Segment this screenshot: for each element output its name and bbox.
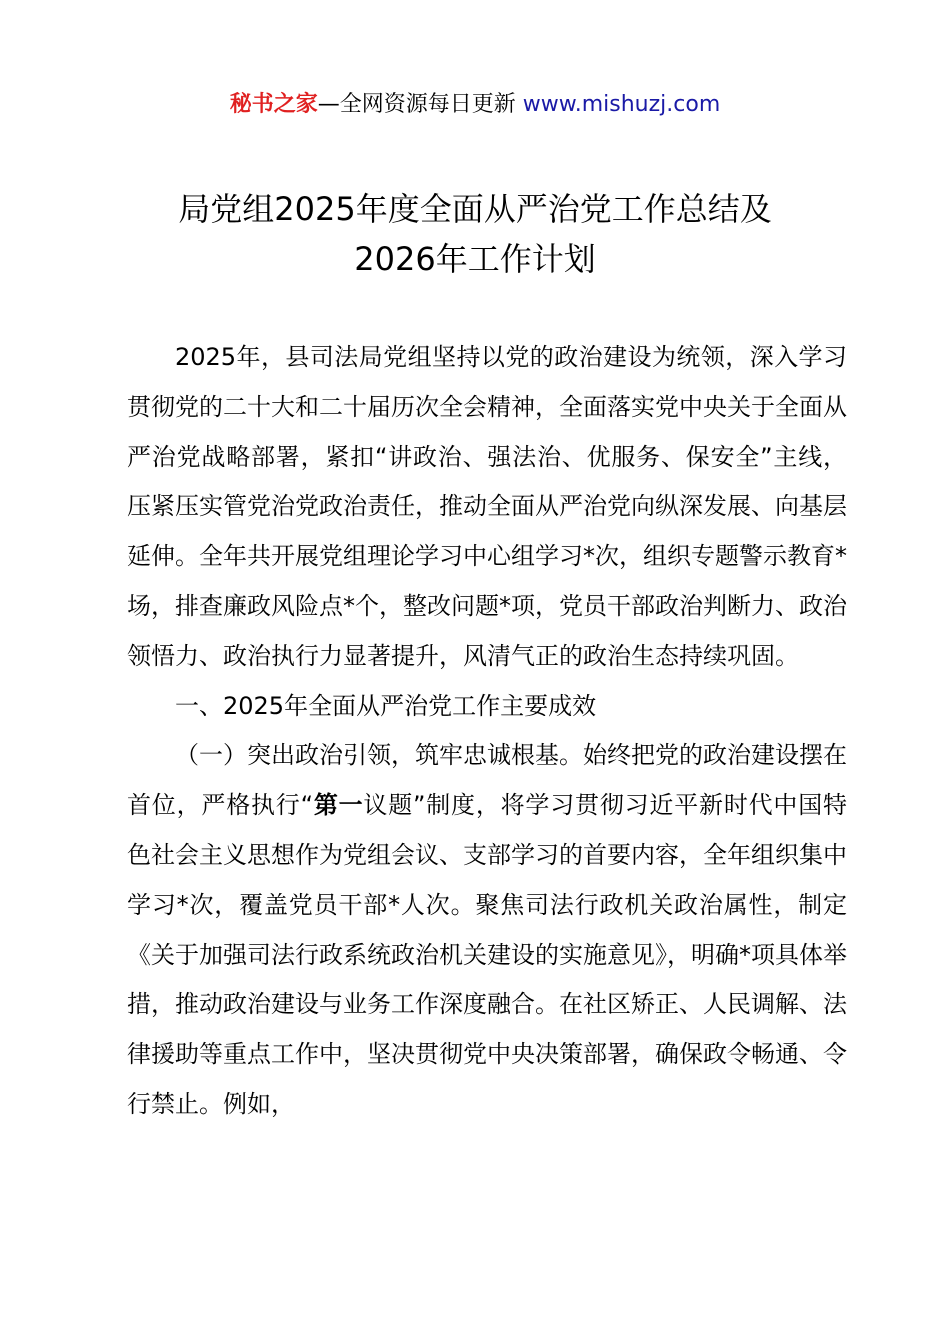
document-body xyxy=(127,333,847,1130)
subsection-text-after: 议题”制度，将学习贯彻习近平新时代中国特色社会主义思想作为党组会议、支部学习的首要内容，全年组织集中学习*次，覆盖党员干部*人次。聚焦司法行政机关政治属性，制定《关于加强司法行政系统政治机关建设的实施意见》，明确*项具体举措，推动政治建设与业务工作深度融合。在社区矫正、人民调解、法律援助等重点工作中，坚决贯彻党中央决策部署，确保政令畅通、令行禁止。例如， xyxy=(127,791,848,1118)
subsection-text-before: （一）突出政治引领，筑牢忠诚根基。始终把党的政治建设摆在首位，严格执行“ xyxy=(127,741,847,820)
document-title xyxy=(0,184,950,284)
banner-tagline: —全网资源每日更新 xyxy=(317,92,523,117)
subsection-paragraph-1 xyxy=(127,731,847,1129)
document-title-line-1: 局党组2025年度全面从严治党工作总结及 xyxy=(178,190,772,228)
section-heading-1: 一、2025年全面从严治党工作主要成效 xyxy=(175,691,597,720)
bold-emphasis: 第一 xyxy=(313,791,364,820)
intro-paragraph: 2025年，县司法局党组坚持以党的政治建设为统领，深入学习贯彻党的二十大和二十届历次全会精神，全面落实党中央关于全面从严治党战略部署，紧扣“讲政治、强法治、优服务、保安全”主线，压紧压实管党治党政治责任，推动全面从严治党向纵深发展、向基层延伸。全年共开展党组理论学习中心组学习*次，组织专题警示教育*场，排查廉政风险点*个，整改问题*项，党员干部政治判断力、政治领悟力、政治执行力显著提升，风清气正的政治生态持续巩固。 xyxy=(127,343,847,670)
banner-brand: 秘书之家 xyxy=(229,92,318,117)
banner-url-link[interactable]: www.mishuzj.com xyxy=(522,92,721,117)
site-banner xyxy=(0,88,950,122)
document-title-line-2: 2026年工作计划 xyxy=(354,240,596,278)
